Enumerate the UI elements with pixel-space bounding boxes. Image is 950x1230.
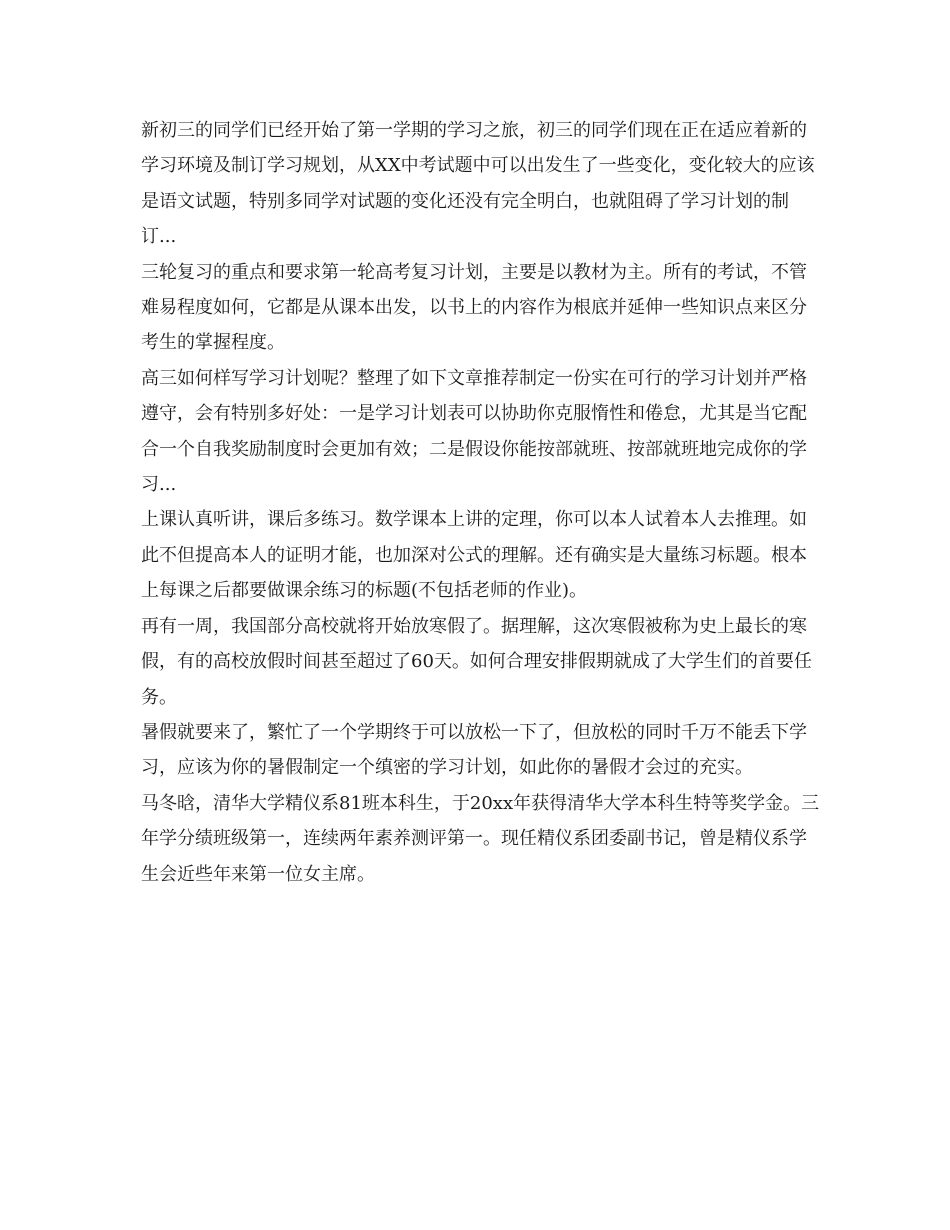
paragraph-7: 马冬晗，清华大学精仪系81班本科生，于20xx年获得清华大学本科生特等奖学金。三年学分绩班级第一，连续两年素养测评第一。现任精仪系团委副书记，曾是精仪系学生会近些年来第一位女主席。 — [141, 792, 820, 885]
paragraph-2: 三轮复习的重点和要求第一轮高考复习计划，主要是以教材为主。所有的考试，不管难易程度如何，它都是从课本出发，以书上的内容作为根底并延伸一些知识点来区分考生的掌握程度。 — [141, 261, 807, 354]
paragraph-3: 高三如何样写学习计划呢？整理了如下文章推荐制定一份实在可行的学习计划并严格遵守，会有特别多好处：一是学习计划表可以协助你克服惰性和倦怠，尤其是当它配合一个自我奖励制度时会更加有效；二是假设你能按部就班、按部就班地完成你的学习... — [141, 367, 807, 496]
paragraph-4: 上课认真听讲，课后多练习。数学课本上讲的定理，你可以本人试着本人去推理。如此不但提高本人的证明才能，也加深对公式的理解。还有确实是大量练习标题。根本上每课之后都要做课余练习的标题(不包括老师的作业)。 — [141, 509, 807, 602]
paragraph-5: 再有一周，我国部分高校就将开始放寒假了。据理解，这次寒假被称为史上最长的寒假，有的高校放假时间甚至超过了60天。如何合理安排假期就成了大学生们的首要任务。 — [141, 615, 812, 708]
paragraph-6: 暑假就要来了，繁忙了一个学期终于可以放松一下了，但放松的同时千万不能丢下学习，应该为你的暑假制定一个缜密的学习计划，如此你的暑假才会过的充实。 — [141, 721, 807, 779]
document-body — [141, 113, 821, 892]
paragraph-1: 新初三的同学们已经开始了第一学期的学习之旅，初三的同学们现在正在适应着新的学习环境及制订学习规划，从XX中考试题中可以出发生了一些变化，变化较大的应该是语文试题，特别多同学对试题的变化还没有完全明白，也就阻碍了学习计划的制订... — [141, 120, 815, 248]
